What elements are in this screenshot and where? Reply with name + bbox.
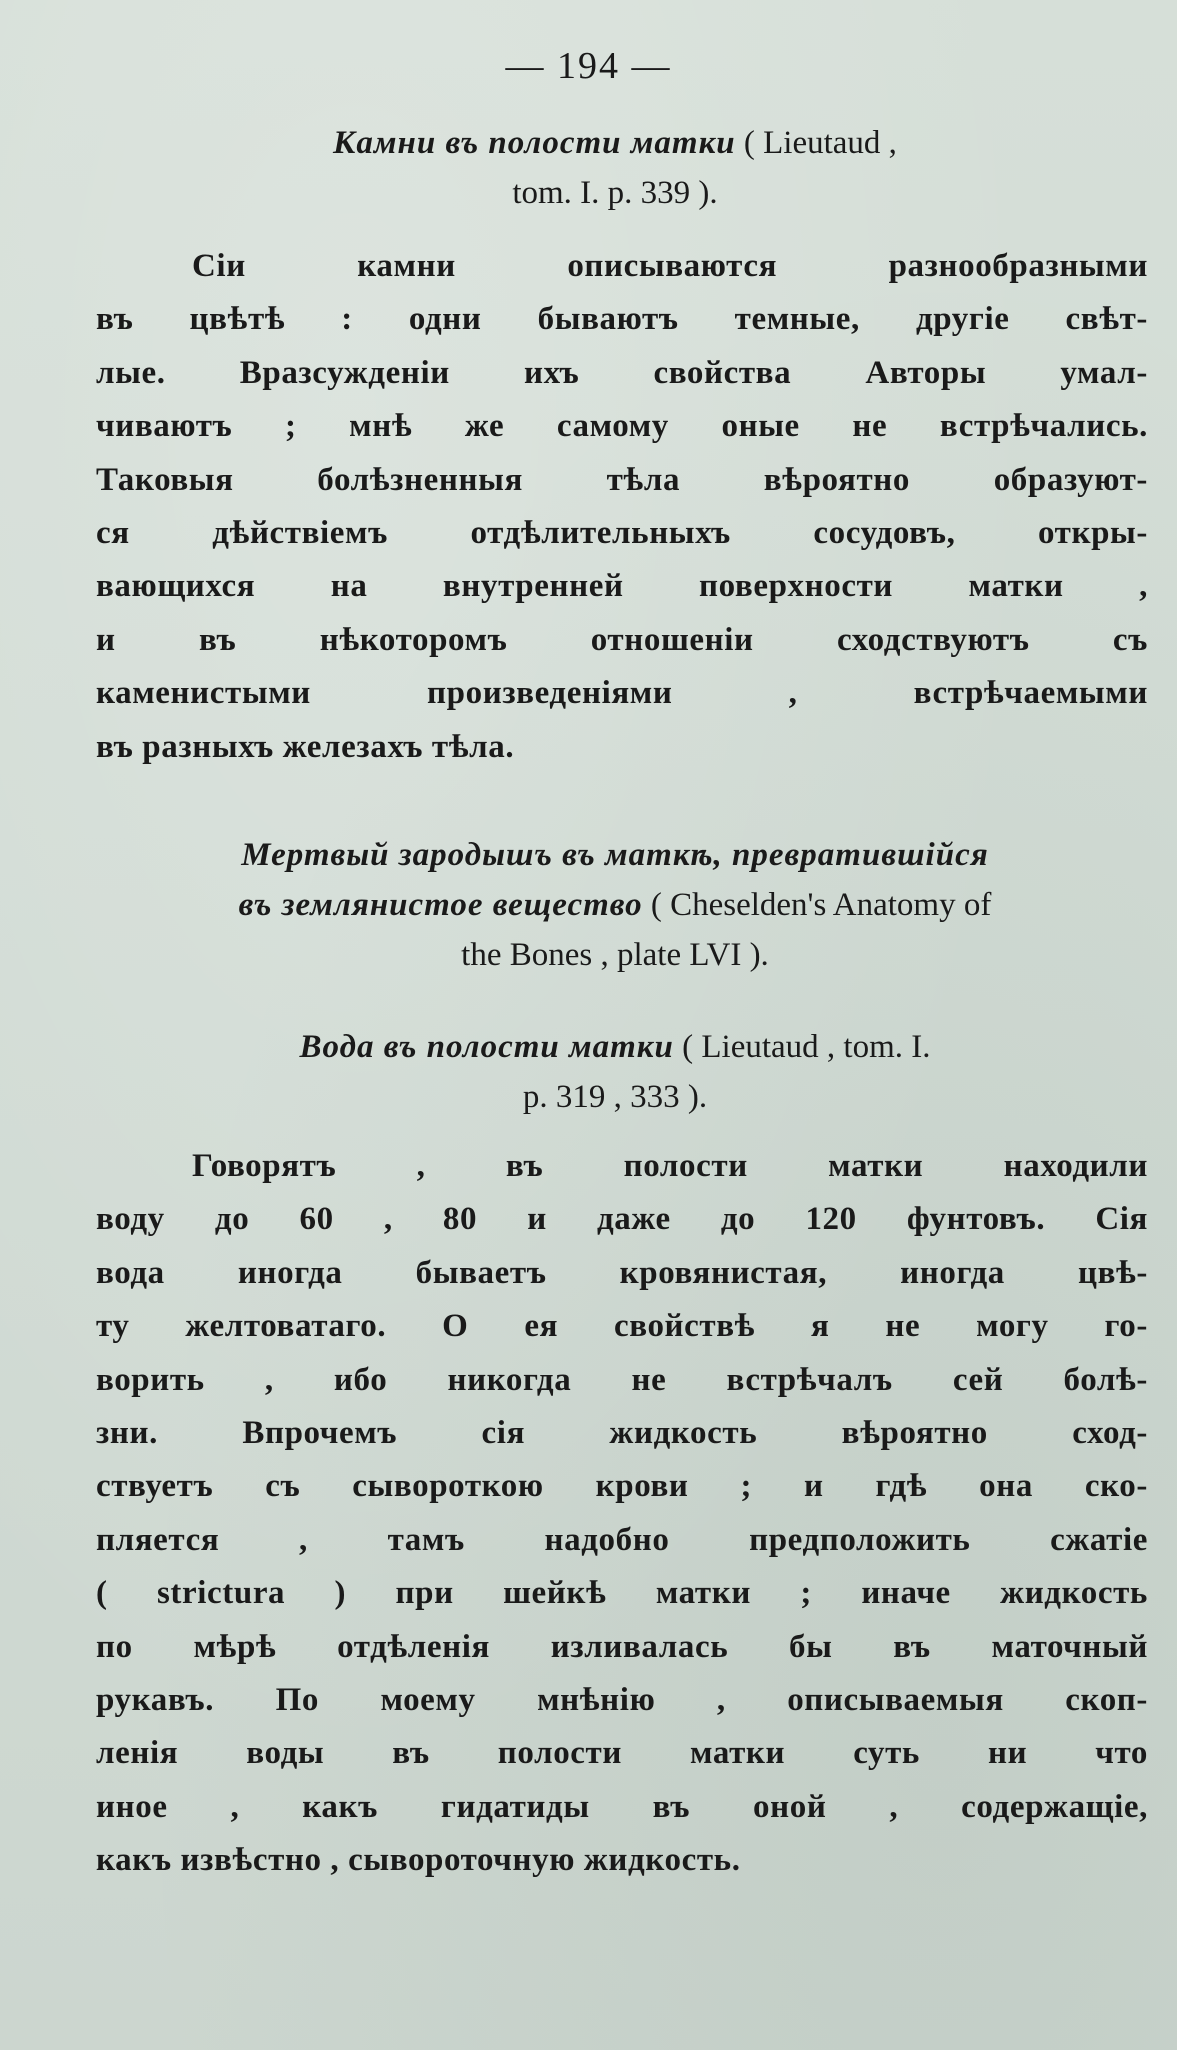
text-line: въ разныхъ железахъ тѣла. [96,728,515,765]
text-line: вающихся на внутренней поверхности матки , [96,568,1148,605]
heading-reference: the Bones , plate LVI ). [461,937,769,973]
section-heading-stones [100,118,1130,218]
text-line: Сіи камни описываются разнообразными [192,248,1148,284]
section-heading-water [100,1022,1130,1122]
paragraph-water [96,1140,1148,1888]
text-line: зни. Впрочемъ сія жидкость вѣроятно сход- [96,1415,1148,1452]
heading-title: Мертвый зародышъ въ маткѣ, превратившійся [241,837,989,873]
heading-reference: ( Lieutaud , [743,125,897,161]
text-line: ту желтоватаго. О ея свойствѣ я не могу го- [96,1308,1148,1345]
heading-reference: tom. I. p. 339 ). [512,175,718,211]
text-line: воду до 60 , 80 и даже до 120 фунтовъ. Сія [96,1201,1148,1238]
text-line: иное , какъ гидатиды въ оной , содержащіе, [96,1788,1148,1825]
section-heading-dead-fetus [100,830,1130,980]
heading-title: Камни въ полости матки [333,125,736,161]
text-line: вода иногда бываетъ кровянистая, иногда цвѣ- [96,1254,1148,1291]
text-line: въ цвѣтѣ : одни бываютъ темные, другіе свѣт- [96,301,1148,338]
page-number: — 194 — [505,45,672,87]
text-line: лые. Вразсужденіи ихъ свойства Авторы умал- [96,354,1148,391]
heading-title: Вода въ полости матки [299,1029,674,1065]
text-line: каменистыми произведеніями , встрѣчаемыми [96,675,1148,712]
text-line: пляется , тамъ надобно предположить сжатіе [96,1521,1148,1558]
text-line: по мѣрѣ отдѣленія изливалась бы въ маточный [96,1628,1148,1665]
text-line: Говорятъ , въ полости матки находили [192,1148,1148,1184]
text-line: какъ извѣстно , сывороточную жидкость. [96,1842,741,1879]
heading-reference: p. 319 , 333 ). [522,1079,708,1115]
text-line: ся дѣйствіемъ отдѣлительныхъ сосудовъ, откры- [96,515,1148,552]
paragraph-stones [96,240,1148,774]
text-line: Таковыя болѣзненныя тѣла вѣроятно образуют- [96,461,1148,498]
text-line: ленія воды въ полости матки суть ни что [96,1735,1148,1772]
text-line: ворить , ибо никогда не встрѣчалъ сей болѣ- [96,1361,1148,1398]
heading-reference: ( Cheselden's Anatomy of [650,887,992,923]
text-line: и въ нѣкоторомъ отношеніи сходствуютъ съ [96,621,1148,658]
text-line: ствуетъ съ сывороткою крови ; и гдѣ она ско- [96,1468,1148,1505]
heading-title: въ землянистое вещество [238,887,643,923]
text-line: ( strictura ) при шейкѣ матки ; иначе жидкость [96,1575,1148,1612]
text-line: чиваютъ ; мнѣ же самому оные не встрѣчались. [96,408,1148,445]
text-line: рукавъ. По моему мнѣнію , описываемыя скоп- [96,1682,1148,1719]
heading-reference: ( Lieutaud , tom. I. [682,1029,931,1065]
